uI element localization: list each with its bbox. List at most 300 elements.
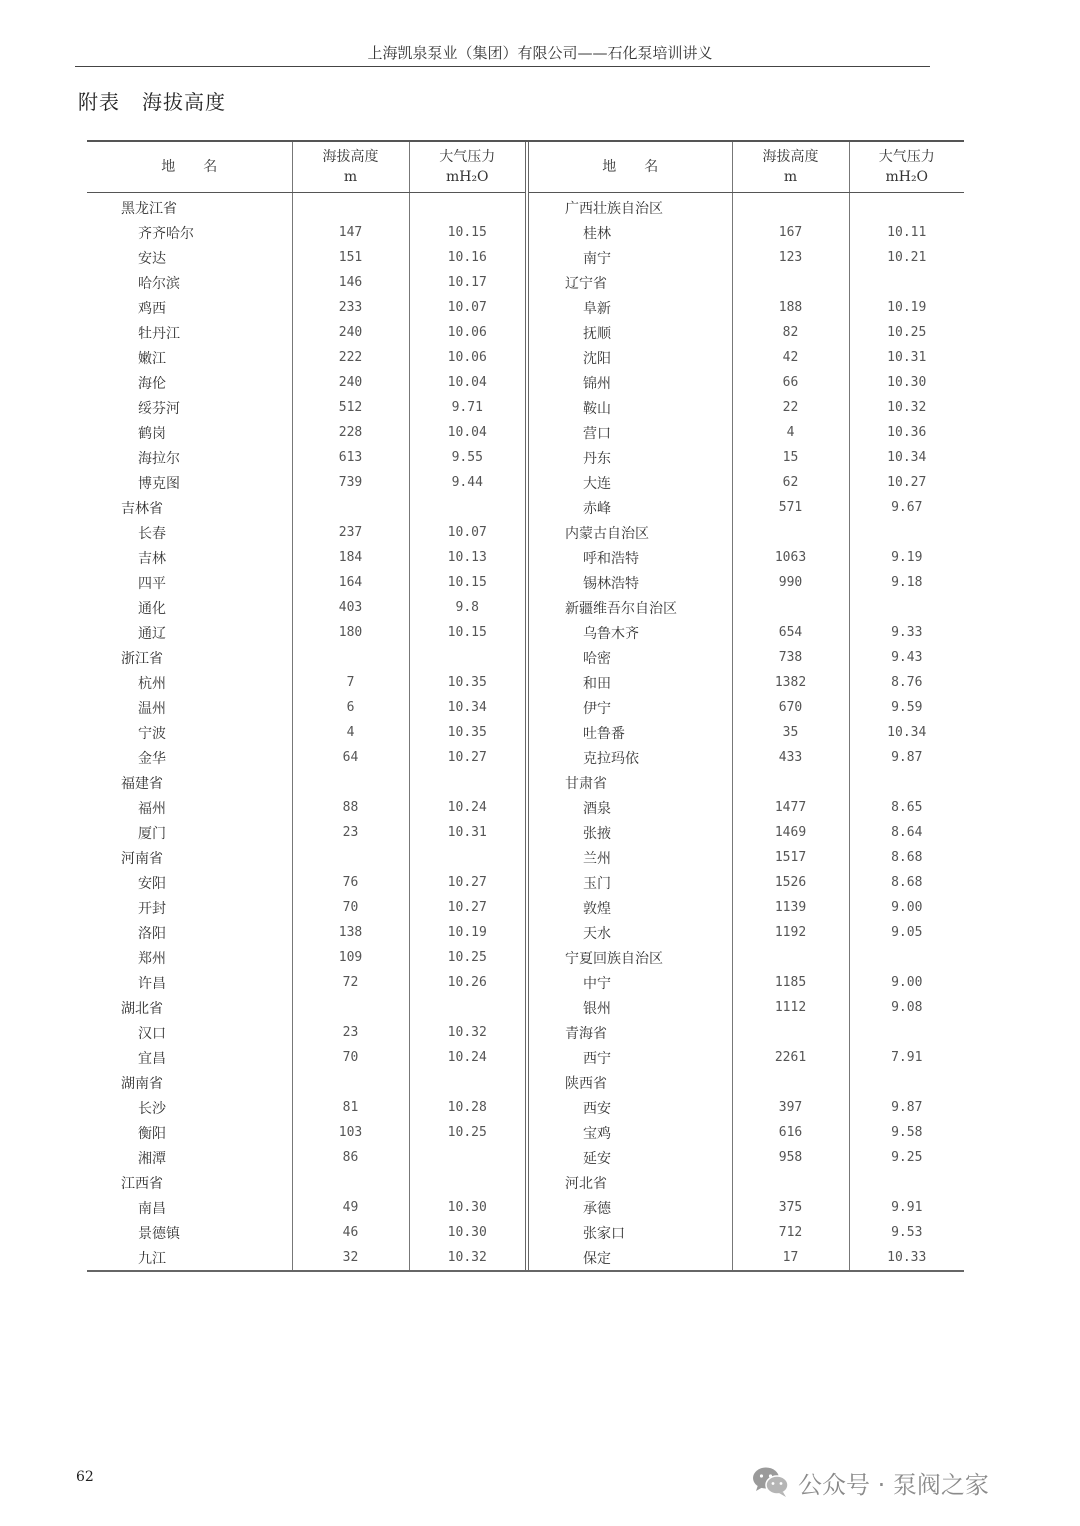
altitude-cell-right: 2261: [732, 1045, 849, 1070]
altitude-cell-left: 403: [292, 595, 409, 620]
table-row: [87, 670, 964, 695]
document-header: 上海凯泉泵业（集团）有限公司——石化泵培训讲义: [367, 44, 713, 62]
table-row: [87, 420, 964, 445]
city-name-right: 延安: [527, 1145, 732, 1170]
altitude-cell-right: 188: [732, 295, 849, 320]
altitude-cell-left: 240: [292, 320, 409, 345]
city-name-right: 中宁: [527, 970, 732, 995]
city-name-left: 洛阳: [138, 925, 166, 942]
altitude-cell-right: [732, 770, 849, 795]
city-name-left: 哈尔滨: [138, 275, 180, 292]
pressure-cell-left: [409, 1070, 527, 1095]
pressure-cell-right: 9.87: [849, 745, 964, 770]
pressure-cell-left: [409, 495, 527, 520]
city-name-left: 海拉尔: [138, 450, 180, 467]
table-row: [87, 1095, 964, 1120]
altitude-cell-left: 7: [292, 670, 409, 695]
city-name-right: 和田: [527, 670, 732, 695]
pressure-cell-right: 9.87: [849, 1095, 964, 1120]
altitude-cell-left: 147: [292, 220, 409, 245]
altitude-cell-left: 23: [292, 1020, 409, 1045]
province-name-left: 湖南省: [121, 1075, 163, 1092]
table-row: [87, 245, 964, 270]
altitude-cell-left: [292, 193, 409, 221]
province-name-right: 内蒙古自治区: [527, 520, 732, 545]
table-row: [87, 695, 964, 720]
table-row: [87, 270, 964, 295]
city-name-left: 绥芬河: [138, 400, 180, 417]
pressure-cell-right: [849, 520, 964, 545]
pressure-cell-right: [849, 595, 964, 620]
altitude-cell-right: 167: [732, 220, 849, 245]
table-row: [87, 470, 964, 495]
table-row: [87, 1170, 964, 1195]
table-row: [87, 870, 964, 895]
altitude-cell-left: [292, 495, 409, 520]
altitude-cell-right: 66: [732, 370, 849, 395]
altitude-table-container: [87, 140, 964, 1272]
altitude-cell-left: 240: [292, 370, 409, 395]
altitude-cell-right: [732, 520, 849, 545]
pressure-cell-right: 10.34: [849, 720, 964, 745]
pressure-cell-right: [849, 1020, 964, 1045]
table-row: [87, 1195, 964, 1220]
altitude-cell-left: 739: [292, 470, 409, 495]
table-row: [87, 645, 964, 670]
table-row: [87, 945, 964, 970]
city-name-right: 赤峰: [527, 495, 732, 520]
watermark-text: 公众号 · 泵阀之家: [798, 1470, 989, 1499]
pressure-cell-right: 10.32: [849, 395, 964, 420]
pressure-cell-left: 10.27: [409, 895, 527, 920]
altitude-cell-right: 62: [732, 470, 849, 495]
city-name-left: 安阳: [138, 875, 166, 892]
altitude-cell-left: 233: [292, 295, 409, 320]
pressure-cell-left: [409, 193, 527, 221]
altitude-cell-right: 712: [732, 1220, 849, 1245]
city-name-left: 四平: [138, 575, 166, 592]
pressure-cell-right: 8.76: [849, 670, 964, 695]
city-name-right: 玉门: [527, 870, 732, 895]
city-name-right: 鞍山: [527, 395, 732, 420]
altitude-cell-right: 1469: [732, 820, 849, 845]
city-name-left: 鹤岗: [138, 425, 166, 442]
altitude-cell-right: 670: [732, 695, 849, 720]
altitude-cell-right: 4: [732, 420, 849, 445]
pressure-cell-left: 10.17: [409, 270, 527, 295]
altitude-cell-right: 654: [732, 620, 849, 645]
pressure-cell-left: 9.55: [409, 445, 527, 470]
pressure-cell-right: 8.65: [849, 795, 964, 820]
altitude-cell-left: 151: [292, 245, 409, 270]
pressure-cell-left: 10.35: [409, 670, 527, 695]
altitude-header-right: 海拔高度 m: [732, 142, 849, 193]
table-row: [87, 1020, 964, 1045]
city-name-right: 酒泉: [527, 795, 732, 820]
pressure-cell-right: 10.21: [849, 245, 964, 270]
city-name-right: 张家口: [527, 1220, 732, 1245]
city-name-right: 宝鸡: [527, 1120, 732, 1145]
pressure-cell-right: 9.67: [849, 495, 964, 520]
province-name-right: 宁夏回族自治区: [527, 945, 732, 970]
city-name-right: 抚顺: [527, 320, 732, 345]
altitude-cell-left: 46: [292, 1220, 409, 1245]
table-row: [87, 920, 964, 945]
table-row: [87, 520, 964, 545]
altitude-cell-right: 35: [732, 720, 849, 745]
altitude-cell-left: 76: [292, 870, 409, 895]
pressure-cell-left: 10.35: [409, 720, 527, 745]
pressure-cell-left: [409, 645, 527, 670]
page-number: 62: [76, 1469, 94, 1485]
province-name-right: 青海省: [527, 1020, 732, 1045]
altitude-cell-left: 72: [292, 970, 409, 995]
pressure-cell-right: [849, 193, 964, 221]
city-name-right: 承德: [527, 1195, 732, 1220]
pressure-cell-right: 10.27: [849, 470, 964, 495]
city-name-left: 长春: [138, 525, 166, 542]
altitude-cell-left: 88: [292, 795, 409, 820]
table-row: [87, 745, 964, 770]
province-name-left: 吉林省: [121, 500, 163, 517]
altitude-cell-right: 123: [732, 245, 849, 270]
city-name-left: 汉口: [138, 1025, 166, 1042]
city-name-left: 南昌: [138, 1200, 166, 1217]
place-header-right: 地 名: [527, 142, 732, 193]
pressure-cell-left: 10.30: [409, 1220, 527, 1245]
altitude-cell-right: 571: [732, 495, 849, 520]
altitude-cell-right: [732, 1070, 849, 1095]
pressure-cell-left: 10.04: [409, 370, 527, 395]
table-row: [87, 820, 964, 845]
pressure-cell-right: 9.25: [849, 1145, 964, 1170]
table-row: [87, 220, 964, 245]
altitude-cell-left: 228: [292, 420, 409, 445]
pressure-cell-left: 10.25: [409, 1120, 527, 1145]
city-name-right: 营口: [527, 420, 732, 445]
table-row: [87, 1245, 964, 1270]
altitude-cell-left: 109: [292, 945, 409, 970]
altitude-cell-right: 42: [732, 345, 849, 370]
city-name-left: 郑州: [138, 950, 166, 967]
table-row: [87, 570, 964, 595]
province-name-right: 广西壮族自治区: [527, 193, 732, 221]
pressure-cell-right: 10.31: [849, 345, 964, 370]
city-name-left: 宁波: [138, 725, 166, 742]
city-name-right: 兰州: [527, 845, 732, 870]
pressure-cell-right: 9.08: [849, 995, 964, 1020]
pressure-cell-right: 9.18: [849, 570, 964, 595]
altitude-cell-right: 22: [732, 395, 849, 420]
pressure-cell-right: 8.68: [849, 870, 964, 895]
altitude-cell-left: 70: [292, 895, 409, 920]
province-name-left: 湖北省: [121, 1000, 163, 1017]
table-row: [87, 1120, 964, 1145]
province-name-right: 河北省: [527, 1170, 732, 1195]
pressure-cell-left: 10.30: [409, 1195, 527, 1220]
pressure-cell-left: [409, 845, 527, 870]
pressure-cell-left: [409, 995, 527, 1020]
table-row: [87, 1045, 964, 1070]
table-row: [87, 970, 964, 995]
province-name-right: 辽宁省: [527, 270, 732, 295]
altitude-cell-right: [732, 1020, 849, 1045]
altitude-cell-right: 1517: [732, 845, 849, 870]
table-row: [87, 1145, 964, 1170]
altitude-cell-right: 433: [732, 745, 849, 770]
city-name-left: 牡丹江: [138, 325, 180, 342]
city-name-left: 鸡西: [138, 300, 166, 317]
altitude-cell-left: 222: [292, 345, 409, 370]
altitude-cell-left: 512: [292, 395, 409, 420]
city-name-right: 南宁: [527, 245, 732, 270]
pressure-header-right: 大气压力 mH₂O: [849, 142, 964, 193]
altitude-cell-left: 146: [292, 270, 409, 295]
pressure-cell-right: 8.64: [849, 820, 964, 845]
pressure-cell-left: 10.13: [409, 545, 527, 570]
pressure-cell-left: 10.27: [409, 870, 527, 895]
altitude-cell-right: 82: [732, 320, 849, 345]
altitude-cell-left: 237: [292, 520, 409, 545]
province-name-right: 新疆维吾尔自治区: [527, 595, 732, 620]
pressure-cell-right: 10.33: [849, 1245, 964, 1270]
city-name-left: 海伦: [138, 375, 166, 392]
pressure-cell-left: 9.44: [409, 470, 527, 495]
city-name-left: 博克图: [138, 475, 180, 492]
city-name-left: 厦门: [138, 825, 166, 842]
altitude-cell-left: [292, 645, 409, 670]
province-name-right: 甘肃省: [527, 770, 732, 795]
pressure-cell-left: 10.16: [409, 245, 527, 270]
altitude-cell-right: [732, 193, 849, 221]
altitude-cell-left: 23: [292, 820, 409, 845]
city-name-left: 通辽: [138, 625, 166, 642]
altitude-cell-right: 1139: [732, 895, 849, 920]
city-name-right: 吐鲁番: [527, 720, 732, 745]
pressure-cell-left: 10.34: [409, 695, 527, 720]
city-name-right: 敦煌: [527, 895, 732, 920]
province-name-right: 陕西省: [527, 1070, 732, 1095]
table-row: [87, 720, 964, 745]
pressure-cell-right: 9.58: [849, 1120, 964, 1145]
table-row: [87, 1070, 964, 1095]
city-name-right: 呼和浩特: [527, 545, 732, 570]
city-name-right: 锡林浩特: [527, 570, 732, 595]
pressure-cell-left: 10.07: [409, 295, 527, 320]
pressure-cell-right: 9.00: [849, 970, 964, 995]
city-name-right: 伊宁: [527, 695, 732, 720]
altitude-cell-left: 184: [292, 545, 409, 570]
altitude-cell-left: 70: [292, 1045, 409, 1070]
altitude-cell-left: 64: [292, 745, 409, 770]
pressure-cell-right: 10.36: [849, 420, 964, 445]
altitude-cell-right: 1063: [732, 545, 849, 570]
table-row: [87, 545, 964, 570]
city-name-left: 九江: [138, 1250, 166, 1267]
province-name-left: 福建省: [121, 775, 163, 792]
pressure-cell-right: [849, 770, 964, 795]
pressure-cell-left: 9.71: [409, 395, 527, 420]
altitude-cell-right: 1192: [732, 920, 849, 945]
altitude-cell-left: 4: [292, 720, 409, 745]
table-row: [87, 895, 964, 920]
altitude-cell-right: 1382: [732, 670, 849, 695]
altitude-cell-right: [732, 270, 849, 295]
altitude-cell-right: [732, 945, 849, 970]
altitude-cell-right: 375: [732, 1195, 849, 1220]
altitude-cell-left: 49: [292, 1195, 409, 1220]
pressure-cell-right: [849, 1070, 964, 1095]
city-name-left: 宜昌: [138, 1050, 166, 1067]
altitude-cell-left: [292, 845, 409, 870]
altitude-cell-right: 990: [732, 570, 849, 595]
altitude-cell-left: 138: [292, 920, 409, 945]
pressure-cell-right: 9.59: [849, 695, 964, 720]
table-row: [87, 370, 964, 395]
altitude-cell-left: 32: [292, 1245, 409, 1270]
altitude-cell-right: 616: [732, 1120, 849, 1145]
city-name-right: 丹东: [527, 445, 732, 470]
altitude-cell-left: 6: [292, 695, 409, 720]
pressure-cell-right: 9.00: [849, 895, 964, 920]
altitude-table: [87, 142, 964, 1270]
altitude-cell-left: 180: [292, 620, 409, 645]
altitude-cell-right: 738: [732, 645, 849, 670]
pressure-cell-left: 9.8: [409, 595, 527, 620]
altitude-cell-left: [292, 995, 409, 1020]
pressure-cell-left: 10.06: [409, 345, 527, 370]
pressure-cell-left: 10.24: [409, 1045, 527, 1070]
pressure-cell-left: 10.15: [409, 220, 527, 245]
altitude-cell-left: 103: [292, 1120, 409, 1145]
altitude-cell-right: 15: [732, 445, 849, 470]
city-name-left: 许昌: [138, 975, 166, 992]
pressure-cell-left: 10.32: [409, 1020, 527, 1045]
city-name-left: 湘潭: [138, 1150, 166, 1167]
pressure-cell-left: 10.15: [409, 620, 527, 645]
city-name-left: 嫩江: [138, 350, 166, 367]
altitude-cell-left: 613: [292, 445, 409, 470]
pressure-cell-right: 9.33: [849, 620, 964, 645]
altitude-cell-right: 1185: [732, 970, 849, 995]
city-name-right: 大连: [527, 470, 732, 495]
city-name-left: 衡阳: [138, 1125, 166, 1142]
pressure-cell-right: [849, 270, 964, 295]
altitude-cell-right: 958: [732, 1145, 849, 1170]
province-name-left: 浙江省: [121, 650, 163, 667]
city-name-left: 杭州: [138, 675, 166, 692]
pressure-cell-right: 10.34: [849, 445, 964, 470]
city-name-left: 齐齐哈尔: [138, 225, 194, 242]
table-row: [87, 770, 964, 795]
altitude-cell-left: 86: [292, 1145, 409, 1170]
place-header: 地 名: [87, 142, 292, 193]
table-row: [87, 345, 964, 370]
city-name-right: 银州: [527, 995, 732, 1020]
pressure-cell-right: [849, 1170, 964, 1195]
city-name-left: 通化: [138, 600, 166, 617]
pressure-header: 大气压力 mH₂O: [409, 142, 527, 193]
table-row: [87, 445, 964, 470]
altitude-cell-right: 17: [732, 1245, 849, 1270]
table-row: [87, 795, 964, 820]
city-name-left: 吉林: [138, 550, 166, 567]
pressure-cell-right: [849, 945, 964, 970]
city-name-right: 保定: [527, 1245, 732, 1270]
pressure-cell-right: 9.53: [849, 1220, 964, 1245]
watermark: [752, 1462, 989, 1502]
pressure-cell-left: 10.04: [409, 420, 527, 445]
city-name-right: 阜新: [527, 295, 732, 320]
pressure-cell-left: 10.15: [409, 570, 527, 595]
province-name-left: 河南省: [121, 850, 163, 867]
city-name-left: 长沙: [138, 1100, 166, 1117]
table-row: [87, 1220, 964, 1245]
pressure-cell-left: 10.19: [409, 920, 527, 945]
city-name-left: 温州: [138, 700, 166, 717]
pressure-cell-left: 10.32: [409, 1245, 527, 1270]
table-row: [87, 395, 964, 420]
province-name-left: 江西省: [121, 1175, 163, 1192]
table-row: [87, 995, 964, 1020]
altitude-cell-left: 81: [292, 1095, 409, 1120]
pressure-cell-left: [409, 1170, 527, 1195]
altitude-cell-right: [732, 595, 849, 620]
altitude-cell-left: [292, 770, 409, 795]
city-name-right: 张掖: [527, 820, 732, 845]
pressure-cell-left: 10.24: [409, 795, 527, 820]
header-divider: [75, 66, 930, 67]
pressure-cell-right: 10.25: [849, 320, 964, 345]
table-row: [87, 320, 964, 345]
pressure-cell-left: [409, 770, 527, 795]
altitude-cell-right: 1112: [732, 995, 849, 1020]
pressure-cell-right: 10.30: [849, 370, 964, 395]
title-label: 附表: [78, 90, 120, 114]
pressure-cell-left: 10.07: [409, 520, 527, 545]
table-row: [87, 595, 964, 620]
pressure-cell-left: [409, 1145, 527, 1170]
pressure-cell-right: 9.43: [849, 645, 964, 670]
altitude-cell-right: 1526: [732, 870, 849, 895]
pressure-cell-left: 10.27: [409, 745, 527, 770]
pressure-cell-left: 10.25: [409, 945, 527, 970]
city-name-left: 金华: [138, 750, 166, 767]
city-name-left: 福州: [138, 800, 166, 817]
table-header-row: [87, 142, 964, 193]
altitude-cell-left: 164: [292, 570, 409, 595]
pressure-cell-right: 9.91: [849, 1195, 964, 1220]
pressure-cell-right: 9.19: [849, 545, 964, 570]
pressure-cell-right: 8.68: [849, 845, 964, 870]
city-name-right: 哈密: [527, 645, 732, 670]
altitude-cell-right: 397: [732, 1095, 849, 1120]
city-name-right: 沈阳: [527, 345, 732, 370]
pressure-cell-left: 10.28: [409, 1095, 527, 1120]
table-row: [87, 845, 964, 870]
pressure-cell-right: 9.05: [849, 920, 964, 945]
pressure-cell-left: 10.26: [409, 970, 527, 995]
pressure-cell-left: 10.31: [409, 820, 527, 845]
pressure-cell-right: 10.19: [849, 295, 964, 320]
pressure-cell-left: 10.06: [409, 320, 527, 345]
table-row: [87, 620, 964, 645]
city-name-left: 景德镇: [138, 1225, 180, 1242]
table-body: [87, 193, 964, 1271]
province-name-left: 黑龙江省: [121, 200, 177, 217]
wechat-icon: [752, 1466, 790, 1498]
altitude-cell-left: [292, 1070, 409, 1095]
